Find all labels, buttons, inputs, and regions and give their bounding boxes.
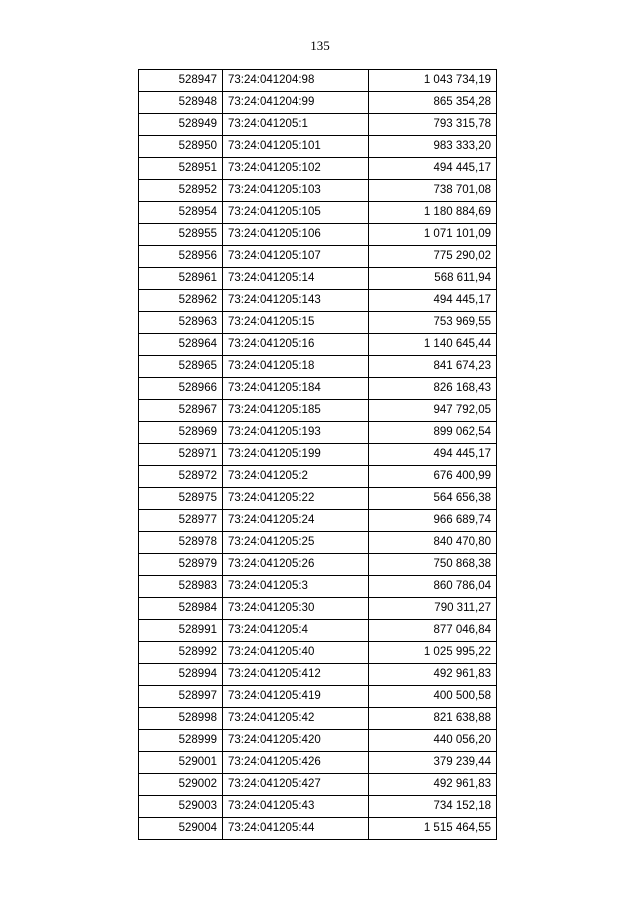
row-id-cell: 528966 [139,378,223,400]
cadastral-number-cell: 73:24:041205:143 [223,290,369,312]
cadastral-number-cell: 73:24:041205:42 [223,708,369,730]
row-id-cell: 529001 [139,752,223,774]
table-row [139,136,497,158]
value-cell: 790 311,27 [369,598,497,620]
row-id-cell: 528965 [139,356,223,378]
cadastral-number-cell: 73:24:041205:24 [223,510,369,532]
value-cell: 877 046,84 [369,620,497,642]
table-row [139,400,497,422]
cadastral-number-cell: 73:24:041205:16 [223,334,369,356]
cadastral-number-cell: 73:24:041205:15 [223,312,369,334]
cadastral-number-cell: 73:24:041205:426 [223,752,369,774]
table-row [139,444,497,466]
cadastral-number-cell: 73:24:041205:26 [223,554,369,576]
table-row [139,686,497,708]
table-row [139,642,497,664]
value-cell: 1 071 101,09 [369,224,497,246]
row-id-cell: 528975 [139,488,223,510]
row-id-cell: 528971 [139,444,223,466]
value-cell: 966 689,74 [369,510,497,532]
value-cell: 750 868,38 [369,554,497,576]
table-row [139,796,497,818]
cadastral-number-cell: 73:24:041205:412 [223,664,369,686]
row-id-cell: 528948 [139,92,223,114]
table-row [139,422,497,444]
row-id-cell: 528997 [139,686,223,708]
table-row [139,598,497,620]
table-row [139,312,497,334]
cadastral-number-cell: 73:24:041205:14 [223,268,369,290]
table-row [139,466,497,488]
row-id-cell: 528978 [139,532,223,554]
row-id-cell: 528984 [139,598,223,620]
table-row [139,356,497,378]
value-cell: 568 611,94 [369,268,497,290]
row-id-cell: 528955 [139,224,223,246]
row-id-cell: 528954 [139,202,223,224]
row-id-cell: 528969 [139,422,223,444]
registry-table [138,69,497,840]
value-cell: 860 786,04 [369,576,497,598]
value-cell: 899 062,54 [369,422,497,444]
value-cell: 492 961,83 [369,664,497,686]
value-cell: 1 180 884,69 [369,202,497,224]
table-row [139,334,497,356]
cadastral-number-cell: 73:24:041205:2 [223,466,369,488]
row-id-cell: 528999 [139,730,223,752]
value-cell: 738 701,08 [369,180,497,202]
value-cell: 676 400,99 [369,466,497,488]
value-cell: 821 638,88 [369,708,497,730]
row-id-cell: 528951 [139,158,223,180]
row-id-cell: 528949 [139,114,223,136]
cadastral-number-cell: 73:24:041205:184 [223,378,369,400]
table-row [139,114,497,136]
cadastral-number-cell: 73:24:041205:199 [223,444,369,466]
row-id-cell: 529004 [139,818,223,840]
value-cell: 492 961,83 [369,774,497,796]
table-row [139,180,497,202]
cadastral-number-cell: 73:24:041205:40 [223,642,369,664]
cadastral-number-cell: 73:24:041205:193 [223,422,369,444]
table-row [139,708,497,730]
table-row [139,532,497,554]
cadastral-number-cell: 73:24:041205:103 [223,180,369,202]
cadastral-number-cell: 73:24:041205:185 [223,400,369,422]
table-row [139,554,497,576]
row-id-cell: 528950 [139,136,223,158]
row-id-cell: 528983 [139,576,223,598]
cadastral-number-cell: 73:24:041205:419 [223,686,369,708]
value-cell: 826 168,43 [369,378,497,400]
cadastral-number-cell: 73:24:041205:44 [223,818,369,840]
value-cell: 494 445,17 [369,444,497,466]
page-number: 135 [310,38,330,53]
row-id-cell: 528979 [139,554,223,576]
cadastral-number-cell: 73:24:041205:420 [223,730,369,752]
table-row [139,268,497,290]
cadastral-number-cell: 73:24:041205:25 [223,532,369,554]
row-id-cell: 528952 [139,180,223,202]
value-cell: 494 445,17 [369,290,497,312]
value-cell: 734 152,18 [369,796,497,818]
value-cell: 775 290,02 [369,246,497,268]
table-row [139,246,497,268]
table-row [139,774,497,796]
cadastral-number-cell: 73:24:041205:107 [223,246,369,268]
value-cell: 1 025 995,22 [369,642,497,664]
table-row [139,70,497,92]
cadastral-number-cell: 73:24:041205:105 [223,202,369,224]
cadastral-number-cell: 73:24:041204:99 [223,92,369,114]
row-id-cell: 528947 [139,70,223,92]
row-id-cell: 528992 [139,642,223,664]
table-row [139,730,497,752]
row-id-cell: 528991 [139,620,223,642]
value-cell: 1 140 645,44 [369,334,497,356]
table-row [139,158,497,180]
value-cell: 983 333,20 [369,136,497,158]
table-row [139,752,497,774]
row-id-cell: 528964 [139,334,223,356]
table-row [139,510,497,532]
table-row [139,818,497,840]
value-cell: 841 674,23 [369,356,497,378]
row-id-cell: 529002 [139,774,223,796]
cadastral-number-cell: 73:24:041205:427 [223,774,369,796]
value-cell: 840 470,80 [369,532,497,554]
row-id-cell: 528961 [139,268,223,290]
row-id-cell: 528967 [139,400,223,422]
cadastral-number-cell: 73:24:041205:101 [223,136,369,158]
row-id-cell: 528998 [139,708,223,730]
table-row [139,92,497,114]
value-cell: 753 969,55 [369,312,497,334]
row-id-cell: 529003 [139,796,223,818]
value-cell: 494 445,17 [369,158,497,180]
row-id-cell: 528972 [139,466,223,488]
row-id-cell: 528994 [139,664,223,686]
value-cell: 947 792,05 [369,400,497,422]
table-row [139,202,497,224]
cadastral-number-cell: 73:24:041205:1 [223,114,369,136]
row-id-cell: 528963 [139,312,223,334]
value-cell: 440 056,20 [369,730,497,752]
value-cell: 379 239,44 [369,752,497,774]
row-id-cell: 528977 [139,510,223,532]
cadastral-number-cell: 73:24:041205:106 [223,224,369,246]
value-cell: 1 043 734,19 [369,70,497,92]
value-cell: 564 656,38 [369,488,497,510]
cadastral-number-cell: 73:24:041205:102 [223,158,369,180]
table-row [139,620,497,642]
value-cell: 400 500,58 [369,686,497,708]
registry-table-body [139,70,497,840]
cadastral-number-cell: 73:24:041205:4 [223,620,369,642]
cadastral-number-cell: 73:24:041205:43 [223,796,369,818]
row-id-cell: 528962 [139,290,223,312]
row-id-cell: 528956 [139,246,223,268]
value-cell: 865 354,28 [369,92,497,114]
table-row [139,488,497,510]
cadastral-number-cell: 73:24:041205:3 [223,576,369,598]
cadastral-number-cell: 73:24:041205:30 [223,598,369,620]
table-row [139,224,497,246]
table-row [139,378,497,400]
cadastral-number-cell: 73:24:041205:18 [223,356,369,378]
cadastral-number-cell: 73:24:041204:98 [223,70,369,92]
cadastral-number-cell: 73:24:041205:22 [223,488,369,510]
table-row [139,576,497,598]
value-cell: 1 515 464,55 [369,818,497,840]
value-cell: 793 315,78 [369,114,497,136]
table-row [139,664,497,686]
table-row [139,290,497,312]
